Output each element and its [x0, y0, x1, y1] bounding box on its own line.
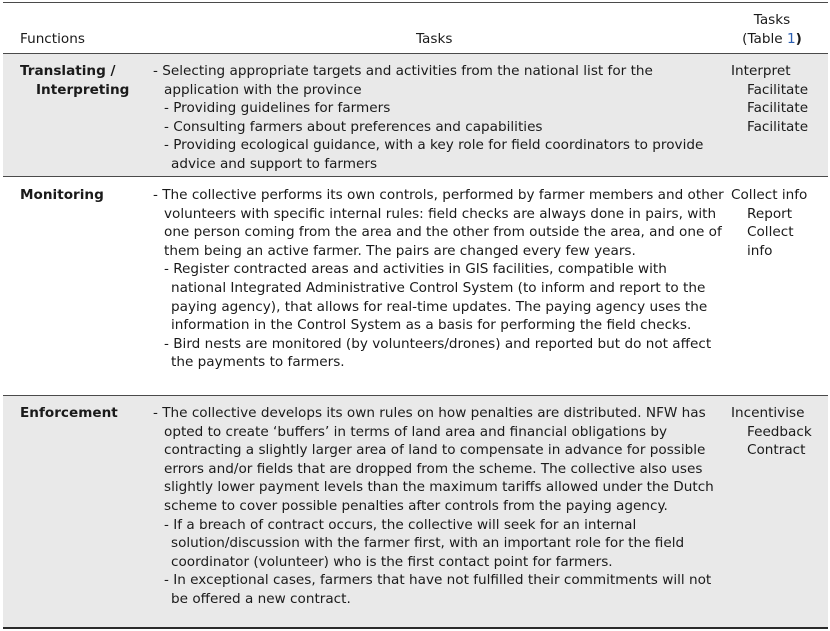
task-item: - Consulting farmers about preferences and capabilities [164, 118, 543, 135]
task-item: - Providing ecological guidance, with a key role for field coordinators to provide advice and support to farmers [164, 137, 704, 172]
keyword: Feedback [747, 423, 812, 440]
keyword: Report [747, 205, 793, 222]
task-item: - Providing guidelines for farmers [164, 100, 391, 117]
keyword: Facilitate [747, 100, 809, 117]
keyword: Contract [747, 442, 806, 459]
keywords-monitoring [731, 186, 828, 260]
tasks-monitoring [153, 186, 725, 372]
header-tasks: Tasks [416, 31, 453, 47]
function-enforcement: Enforcement [20, 405, 118, 421]
keyword: Facilitate [747, 81, 809, 98]
keyword: Collect info [731, 187, 808, 203]
row-rule [3, 176, 828, 177]
top-rule [3, 2, 828, 3]
task-item: - The collective performs its own controls, performed by farmer members and other volunteers with specific internal rules: field checks are always done in pairs, with one person coming from the area and the other from outside the area, and one of them being an active farmer. The pairs are changed every few years. [153, 187, 724, 259]
table-ref-link[interactable]: 1 [786, 30, 796, 47]
function-monitoring: Monitoring [20, 187, 104, 203]
task-item: - In exceptional cases, farmers that have not fulfilled their commitments will not be offered a new contract. [164, 572, 712, 607]
task-item: - If a breach of contract occurs, the collective will seek for an internal solution/discussion with the farmer first, with an important role for the field coordinator (volunteer) who is the first contact point for farmers. [164, 516, 685, 570]
header-tasks-table [731, 11, 813, 48]
keywords-translating [731, 62, 828, 136]
task-item: - Selecting appropriate targets and activities from the national list for the application with the province [153, 63, 653, 98]
task-item: - Register contracted areas and activities in GIS facilities, compatible with national Integrated Administrative Control System (to inform and report to the paying agency), that allows for real-time updates. The paying agency uses the information in the Control System as a basis for performing the field checks. [164, 261, 708, 334]
function-translating: Translating / Interpreting [20, 63, 130, 98]
header-tasks-table-line2: (Table 1) [742, 30, 802, 47]
task-item: - Bird nests are monitored (by volunteers/drones) and reported but do not affect the payments to farmers. [164, 335, 712, 371]
keyword: info [747, 242, 773, 259]
keyword: Collect [747, 224, 794, 241]
header-functions: Functions [20, 31, 85, 47]
keyword: Interpret [731, 63, 791, 79]
task-item: - The collective develops its own rules on how penalties are distributed. NFW has opted to create ‘buffers’ in terms of land area and financial obligations by contracting a slightly larger area of land to compensate in advance for possible errors and/or fields that are dropped from the scheme. The collective also uses slightly lower payment levels than the maximum tariffs allowed under the Dutch scheme to cover possible penalties after controls from the paying agency. [153, 405, 714, 514]
tasks-enforcement [153, 404, 725, 609]
keyword: Incentivise [731, 405, 805, 421]
bottom-rule [3, 627, 828, 629]
header-tasks-table-line1: Tasks [753, 12, 791, 28]
keyword: Facilitate [747, 118, 809, 135]
keywords-enforcement [731, 404, 828, 460]
tasks-translating [153, 62, 725, 174]
